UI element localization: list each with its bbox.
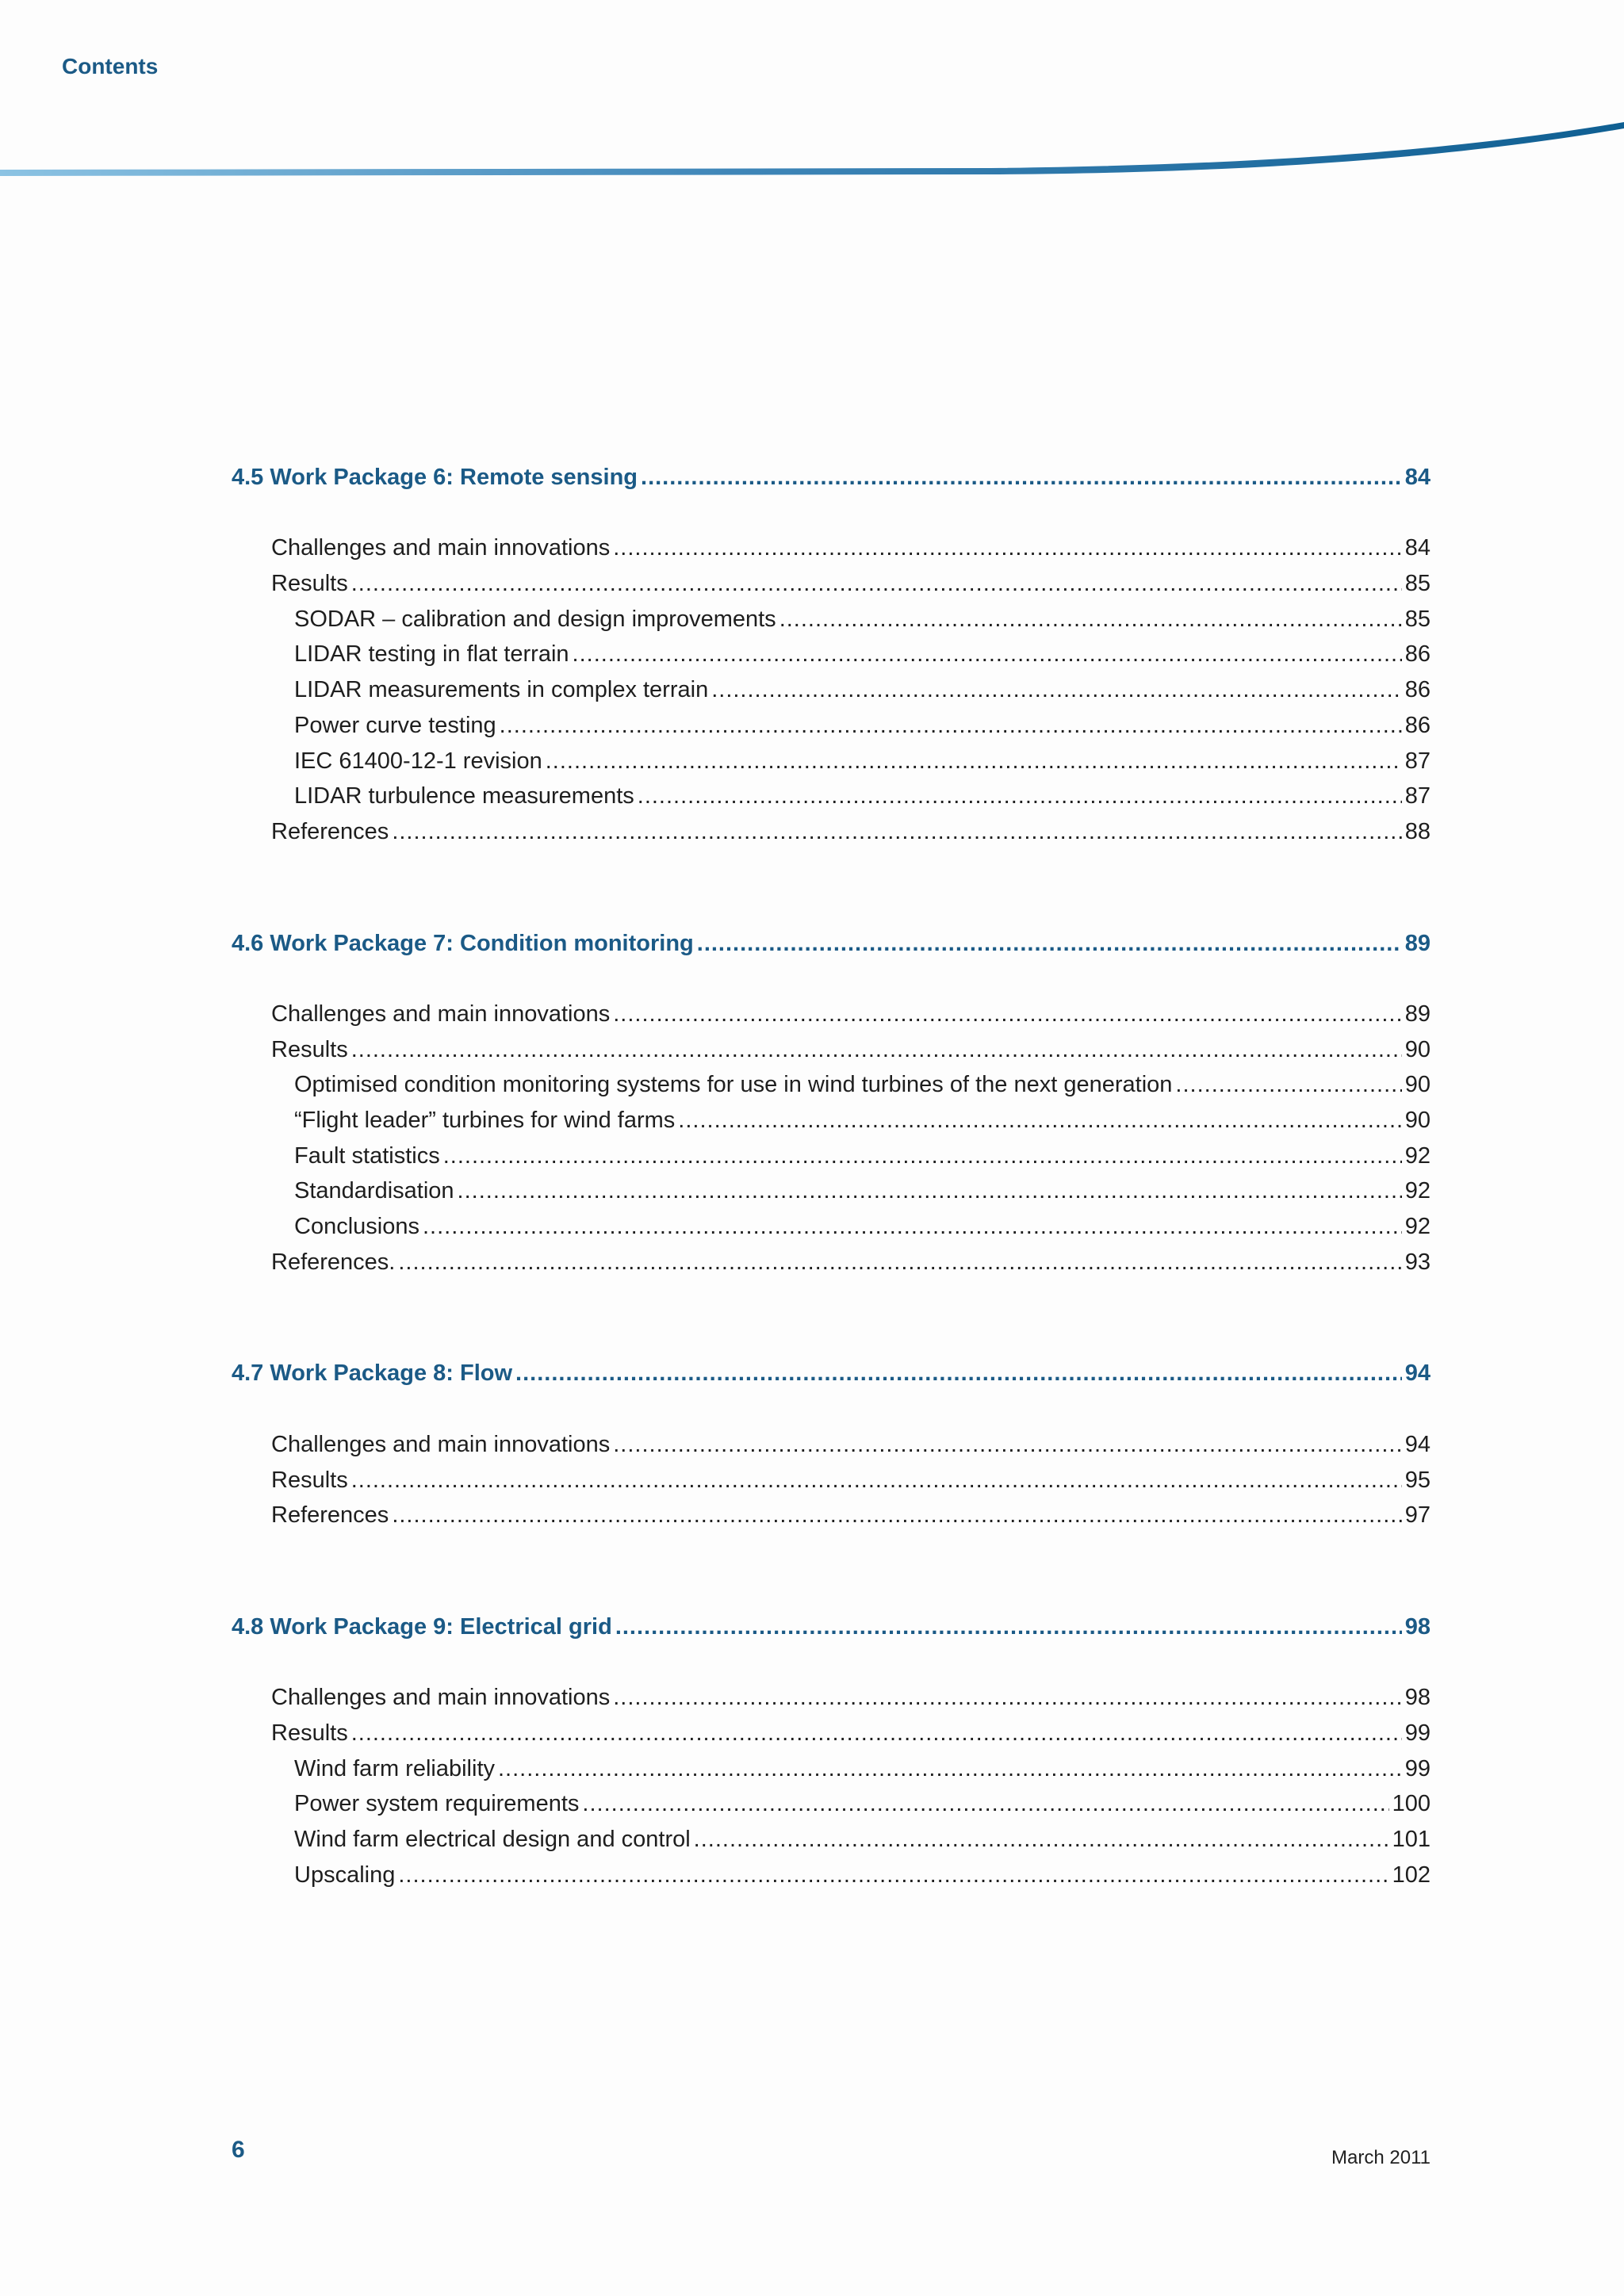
- toc-entry-page-number: 85: [1404, 606, 1431, 632]
- toc-entry[interactable]: [232, 1680, 1431, 1716]
- dot-leader: [498, 1751, 1402, 1787]
- toc-entry-label: 4.7 Work Package 8: Flow: [232, 1360, 513, 1387]
- dot-leader: [546, 744, 1402, 779]
- toc-entry[interactable]: [232, 1858, 1431, 1893]
- toc-entry[interactable]: [232, 602, 1431, 637]
- toc-entry-label: Results: [271, 571, 348, 597]
- dot-leader: [638, 779, 1402, 814]
- toc-entry-page-number: 84: [1404, 465, 1431, 490]
- dot-leader: [582, 1786, 1388, 1822]
- toc-section-heading[interactable]: [232, 1356, 1431, 1391]
- toc-entry-label: SODAR – calibration and design improvements: [294, 606, 776, 632]
- toc-entry-label: Challenges and main innovations: [271, 1431, 611, 1457]
- toc-entry-page-number: 92: [1404, 1142, 1431, 1169]
- toc-entry-page-number: 98: [1404, 1613, 1431, 1640]
- dot-leader: [1175, 1067, 1401, 1103]
- dot-leader: [694, 1822, 1389, 1858]
- toc-entry-page-number: 101: [1392, 1827, 1431, 1852]
- toc-entry-label: Standardisation: [294, 1178, 454, 1204]
- dot-leader: [392, 814, 1401, 850]
- toc-entry[interactable]: [232, 530, 1431, 566]
- toc-entry-page-number: 88: [1404, 818, 1431, 844]
- toc-entry[interactable]: [232, 1209, 1431, 1245]
- toc-entry-page-number: 92: [1404, 1178, 1431, 1204]
- toc-entry-label: LIDAR testing in flat terrain: [294, 641, 569, 668]
- dot-leader: [697, 926, 1402, 962]
- toc-entry-label: 4.8 Work Package 9: Electrical grid: [232, 1613, 612, 1640]
- toc-entry-page-number: 87: [1404, 748, 1431, 774]
- toc-entry-label: Fault statistics: [294, 1142, 440, 1169]
- dot-leader: [351, 566, 1402, 602]
- dot-leader: [458, 1173, 1402, 1209]
- toc-entry-label: Results: [271, 1467, 348, 1493]
- toc-entry[interactable]: [232, 1173, 1431, 1209]
- toc-entry-label: 4.6 Work Package 7: Condition monitoring: [232, 930, 694, 956]
- toc-entry-label: LIDAR turbulence measurements: [294, 783, 634, 809]
- toc-entry-label: Challenges and main innovations: [271, 1685, 611, 1711]
- page-header-title: Contents: [62, 54, 159, 78]
- toc-entry-label: Results: [271, 1720, 348, 1746]
- toc-entry-page-number: 94: [1404, 1360, 1431, 1387]
- toc-entry-page-number: 90: [1404, 1036, 1431, 1062]
- toc-entry-label: References: [271, 818, 389, 844]
- publication-date: March 2011: [1331, 2147, 1431, 2168]
- dot-leader: [398, 1858, 1388, 1893]
- toc-entry-label: Upscaling: [294, 1862, 396, 1888]
- dot-leader: [351, 1032, 1402, 1068]
- dot-leader: [711, 672, 1402, 708]
- toc-entry-page-number: 102: [1392, 1862, 1431, 1888]
- dot-leader: [515, 1356, 1402, 1391]
- toc-entry[interactable]: [232, 637, 1431, 672]
- dot-leader: [641, 460, 1402, 496]
- toc-entry-label: Power system requirements: [294, 1791, 580, 1817]
- toc-entry-page-number: 98: [1404, 1685, 1431, 1711]
- dot-leader: [443, 1138, 1402, 1174]
- toc-entry-page-number: 93: [1404, 1249, 1431, 1275]
- dot-leader: [613, 997, 1402, 1032]
- toc-entry[interactable]: [232, 744, 1431, 779]
- toc-entry-page-number: 85: [1404, 571, 1431, 597]
- toc-entry-page-number: 90: [1404, 1072, 1431, 1098]
- toc-entry-page-number: 89: [1404, 1001, 1431, 1027]
- toc-entry-label: References: [271, 1502, 389, 1529]
- toc-entry-page-number: 94: [1404, 1431, 1431, 1457]
- toc-entry-page-number: 86: [1404, 712, 1431, 738]
- toc-entry-page-number: 87: [1404, 783, 1431, 809]
- header-swoosh-rule: [0, 103, 1624, 182]
- dot-leader: [351, 1716, 1402, 1751]
- toc-entry[interactable]: [232, 1427, 1431, 1463]
- toc-entry[interactable]: [232, 1138, 1431, 1174]
- toc-entry-label: 4.5 Work Package 6: Remote sensing: [232, 465, 638, 490]
- toc-entry[interactable]: [232, 566, 1431, 602]
- toc-section-heading[interactable]: [232, 1609, 1431, 1645]
- toc-section: [232, 1356, 1431, 1533]
- toc-entry-page-number: 86: [1404, 677, 1431, 703]
- toc-entry-label: Optimised condition monitoring systems for use in wind turbines of the next generation: [294, 1072, 1173, 1098]
- page-number: 6: [232, 2137, 245, 2163]
- dot-leader: [398, 1245, 1401, 1280]
- dot-leader: [678, 1103, 1401, 1138]
- toc-entry-page-number: 89: [1404, 930, 1431, 956]
- dot-leader: [613, 530, 1402, 566]
- toc-entry-label: Challenges and main innovations: [271, 535, 611, 561]
- toc-entry-label: “Flight leader” turbines for wind farms: [294, 1108, 676, 1133]
- toc-entry-page-number: 99: [1404, 1720, 1431, 1746]
- toc-entry-label: References.: [271, 1249, 396, 1275]
- dot-leader: [392, 1498, 1401, 1533]
- toc-entry-page-number: 86: [1404, 641, 1431, 668]
- toc-entry-page-number: 95: [1404, 1467, 1431, 1493]
- dot-leader: [573, 637, 1402, 672]
- toc-entry[interactable]: [232, 1463, 1431, 1498]
- toc-entry-page-number: 92: [1404, 1214, 1431, 1240]
- toc-section-heading[interactable]: [232, 460, 1431, 496]
- toc-section: [232, 1609, 1431, 1893]
- dot-leader: [615, 1609, 1402, 1645]
- toc-entry[interactable]: [232, 1245, 1431, 1280]
- dot-leader: [423, 1209, 1402, 1245]
- dot-leader: [613, 1680, 1402, 1716]
- dot-leader: [500, 708, 1402, 744]
- toc-entry[interactable]: [232, 779, 1431, 814]
- toc-entry[interactable]: [232, 708, 1431, 744]
- toc-entry-page-number: 84: [1404, 535, 1431, 561]
- toc-entry-page-number: 100: [1392, 1791, 1431, 1817]
- toc-entry-label: Wind farm electrical design and control: [294, 1827, 691, 1852]
- toc-entry-label: Conclusions: [294, 1214, 419, 1240]
- toc-entry-page-number: 90: [1404, 1108, 1431, 1133]
- toc-entry-page-number: 97: [1404, 1502, 1431, 1529]
- dot-leader: [351, 1463, 1402, 1498]
- toc-entry[interactable]: [232, 1786, 1431, 1822]
- toc-entry[interactable]: [232, 1716, 1431, 1751]
- toc-entry-label: Wind farm reliability: [294, 1755, 495, 1781]
- toc-entry[interactable]: [232, 1103, 1431, 1138]
- toc-entry[interactable]: [232, 997, 1431, 1032]
- toc-section: [232, 460, 1431, 850]
- toc-entry[interactable]: [232, 672, 1431, 708]
- toc-section-heading[interactable]: [232, 926, 1431, 962]
- dot-leader: [779, 602, 1402, 637]
- toc-entry[interactable]: [232, 1498, 1431, 1533]
- toc-entry-label: Results: [271, 1036, 348, 1062]
- toc-entry-label: LIDAR measurements in complex terrain: [294, 677, 709, 703]
- toc-entry[interactable]: [232, 814, 1431, 850]
- toc-entry-label: Challenges and main innovations: [271, 1001, 611, 1027]
- toc-entry[interactable]: [232, 1032, 1431, 1068]
- table-of-contents: [232, 460, 1431, 1969]
- toc-entry[interactable]: [232, 1822, 1431, 1858]
- toc-entry-label: IEC 61400-12-1 revision: [294, 748, 542, 774]
- toc-section: [232, 926, 1431, 1280]
- toc-entry[interactable]: [232, 1067, 1431, 1103]
- toc-entry-page-number: 99: [1404, 1755, 1431, 1781]
- dot-leader: [613, 1427, 1402, 1463]
- toc-entry-label: Power curve testing: [294, 712, 496, 738]
- toc-entry[interactable]: [232, 1751, 1431, 1787]
